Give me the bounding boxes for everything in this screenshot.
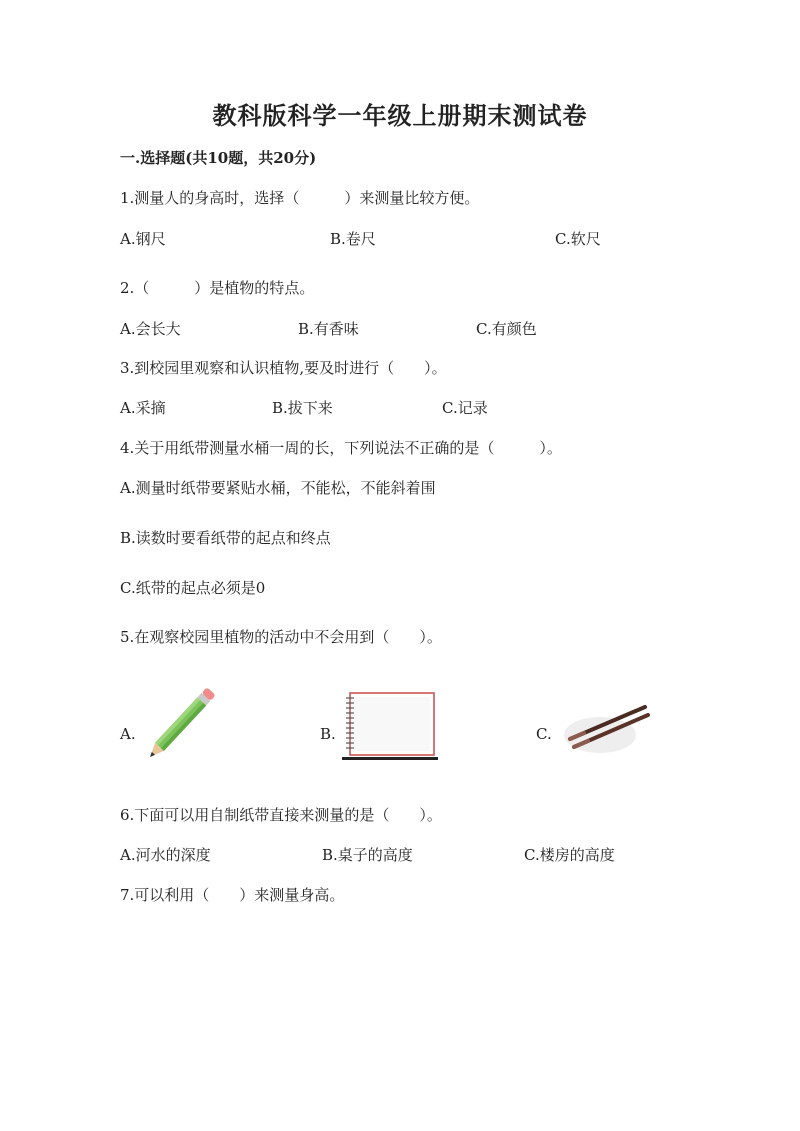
question-1-option-a[interactable]: A.钢尺 (120, 230, 166, 248)
notebook-image[interactable] (340, 690, 440, 766)
question-3-stem: 3.到校园里观察和认识植物,要及时进行（ ）。 (120, 359, 447, 377)
question-7-stem: 7.可以利用（ ）来测量身高。 (120, 886, 345, 904)
question-5-option-a[interactable]: A. (120, 725, 136, 743)
question-2-stem: 2.（ ）是植物的特点。 (120, 279, 315, 297)
question-6-option-c[interactable]: C.楼房的高度 (524, 846, 615, 864)
question-1-option-c[interactable]: C.软尺 (555, 230, 601, 248)
question-3-option-b[interactable]: B.拔下来 (272, 399, 333, 417)
question-5-option-b[interactable]: B. (320, 725, 336, 743)
question-3-option-c[interactable]: C.记录 (442, 399, 488, 417)
pencil-image[interactable] (140, 685, 225, 769)
page-title: 教科版科学一年级上册期末测试卷 (212, 101, 588, 130)
question-4-option-c[interactable]: C.纸带的起点必须是0 (120, 579, 266, 597)
question-2-option-c[interactable]: C.有颜色 (476, 320, 537, 338)
question-2-option-b[interactable]: B.有香味 (298, 320, 359, 338)
question-3-option-a[interactable]: A.采摘 (120, 399, 166, 417)
question-6-option-b[interactable]: B.桌子的高度 (322, 846, 413, 864)
question-2-option-a[interactable]: A.会长大 (120, 320, 181, 338)
section-heading: 一.选择题(共10题，共20分) (120, 149, 317, 167)
question-5-option-c[interactable]: C. (536, 725, 552, 743)
question-6-stem: 6.下面可以用自制纸带直接来测量的是（ ）。 (120, 806, 442, 824)
question-5-stem: 5.在观察校园里植物的活动中不会用到（ ）。 (120, 628, 442, 646)
question-1-option-b[interactable]: B.卷尺 (330, 230, 376, 248)
question-4-option-b[interactable]: B.读数时要看纸带的起点和终点 (120, 529, 331, 547)
question-1-stem: 1.测量人的身高时，选择（ ）来测量比较方便。 (120, 189, 480, 207)
question-6-option-a[interactable]: A.河水的深度 (120, 846, 211, 864)
question-4-option-a[interactable]: A.测量时纸带要紧贴水桶，不能松，不能斜着围 (120, 479, 436, 497)
chopsticks-image[interactable] (560, 695, 655, 764)
question-4-stem: 4.关于用纸带测量水桶一周的长，下列说法不正确的是（ ）。 (120, 439, 562, 457)
